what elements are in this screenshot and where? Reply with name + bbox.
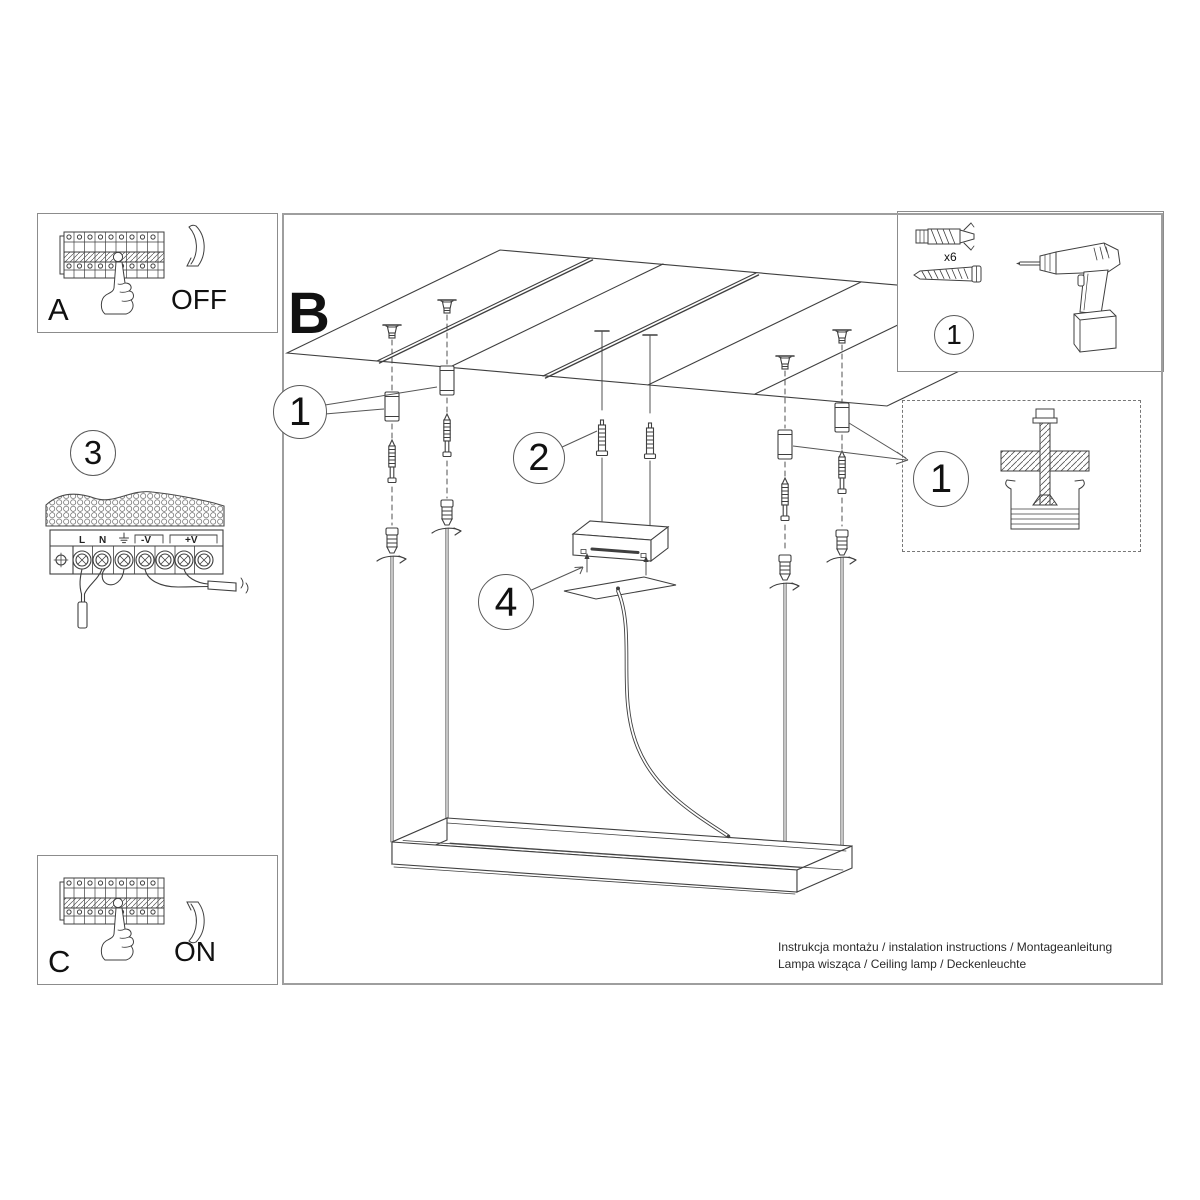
mesh-strip [46, 492, 224, 526]
suspension-column-front-left [377, 325, 406, 842]
callout-anchors-left: 1 [273, 385, 327, 439]
off-arrow-icon [187, 225, 204, 266]
footer-line-1: Instrukcja montażu / instalation instructions / Montageanleitung [778, 940, 1113, 954]
panel-a-letter: A [48, 292, 69, 327]
suspension-column-back-left [432, 300, 461, 819]
terminal-label-n: N [99, 535, 107, 546]
panel-c-letter: C [48, 944, 71, 979]
callout-canopy: 4 [478, 574, 534, 630]
callout-screws-middle: 2 [513, 432, 565, 484]
wiring-diagram [46, 492, 248, 628]
callout-wiring: 3 [70, 430, 116, 476]
panel-power-on [37, 855, 278, 985]
wiring-cables [78, 569, 248, 628]
drill-icon [1016, 243, 1120, 352]
terminal-label-vminus: -V [141, 535, 151, 546]
panel-power-off [37, 213, 278, 333]
breaker-strip-icon [60, 878, 164, 924]
footer-text [778, 939, 1112, 973]
power-cable [618, 591, 730, 838]
callout-anchor-detail: 1 [913, 451, 969, 507]
suspension-column-back-right [827, 330, 856, 845]
mount-screw-icon [914, 266, 981, 282]
step-b-label: B [288, 281, 330, 346]
footer-line-2: Lampa wisząca / Ceiling lamp / Deckenleuchte [778, 957, 1027, 971]
panel-anchor-detail [902, 400, 1141, 552]
ceiling-cross-section-icon [1001, 409, 1089, 529]
terminal-block [50, 530, 223, 574]
breaker-strip-icon [60, 232, 164, 278]
suspension-column-front-right [770, 356, 799, 852]
anchor-count-label: x6 [944, 250, 957, 264]
panel-tools [897, 211, 1164, 372]
panel-c-action-label: ON [174, 936, 216, 967]
panel-a-action-label: OFF [171, 284, 227, 315]
lamp-frame [392, 818, 852, 894]
callout-tools: 1 [934, 315, 974, 355]
wall-plug-icon [916, 223, 974, 250]
terminal-label-vplus: +V [185, 535, 198, 546]
terminal-label-l: L [79, 535, 86, 546]
